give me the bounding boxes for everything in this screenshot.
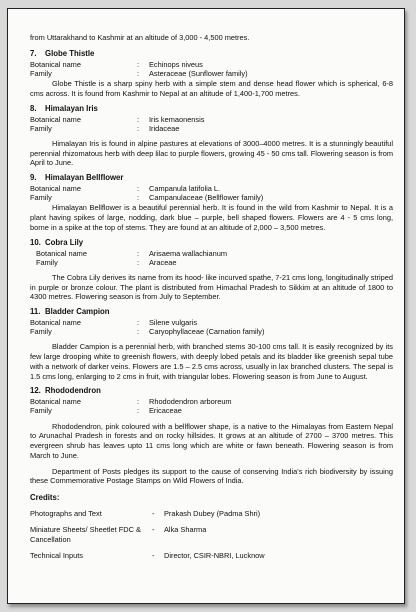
row-label: Botanical name [36, 248, 87, 258]
botanical-name-row: Botanical name : Campanula latifolia L. [30, 184, 221, 194]
section-description: Globe Thistle is a sharp spiny herb with a simple stem and dense head flower which is spherical, 6-8 cms across. It is found from Kashmir to Nepal at an altitude of 1,400-1,700 metres. [30, 79, 393, 98]
section-himalayan-bellflower [30, 173, 393, 233]
intro-text: from Uttarakhand to Kashmir at an altitude of 3,000 - 4,500 metres. [30, 33, 250, 42]
section-number: 12. [30, 386, 41, 396]
row-value: Campanulaceae (Bellflower family) [149, 193, 264, 203]
credit-row: Miniature Sheets/ Sheetlet FDC & Cancellation - Alka Sharma [30, 525, 207, 544]
section-heading [30, 49, 393, 59]
section-himalayan-iris [30, 104, 393, 169]
closing-statement: Department of Posts pledges its support to the cause of conserving India's rich biodiversity by issuing these Commemorative Postage Stamps on Wild Flowers of India. [30, 466, 393, 486]
section-description: Himalayan Bellflower is a beautiful perennial herb. It is found in the wild from Kashmir to Nepal. It is a plant having spikes of large, nodding, dark blue – purple, bell shaped flowers. Flowers are 4 - 5 cms long, borne in a spike at the top of stems. They are found at an altitude of 2,000 – 3,500 metres. [30, 203, 393, 232]
section-number: 7. [30, 48, 37, 58]
row-label: Botanical name [30, 59, 81, 69]
family-row: Family : Campanulaceae (Bellflower family) [30, 193, 264, 203]
section-title: Bladder Campion [45, 307, 110, 317]
section-heading [30, 307, 393, 317]
row-value: Iridaceae [149, 123, 180, 133]
section-heading [30, 104, 393, 114]
row-value: Rhododendron arboreum [149, 397, 232, 407]
row-label: Botanical name [30, 184, 81, 194]
botanical-name-row: Botanical name : Silene vulgaris [30, 318, 198, 328]
section-number: 9. [30, 173, 37, 183]
row-value: Echinops niveus [149, 59, 203, 69]
family-row: Family : Caryophyllaceae (Carnation family) [30, 327, 265, 337]
section-title: Himalayan Iris [45, 103, 98, 113]
credit-value: Alka Sharma [164, 525, 207, 535]
row-value: Arisaema wallachianum [149, 248, 228, 258]
botanical-name-row: Botanical name : Arisaema wallachianum [36, 248, 228, 258]
row-label: Family [30, 193, 52, 203]
row-label: Botanical name [30, 318, 81, 328]
section-number: 10. [30, 237, 41, 247]
row-label: Botanical name [30, 397, 81, 407]
section-title: Rhododendron [45, 386, 101, 396]
row-value: Ericaceae [149, 406, 182, 416]
section-description: The Cobra Lily derives its name from its hood- like incurved spathe, 7-21 cms long, longitudinally striped in purple or bronze colour. The plant is distributed from Himachal Pradesh to Sikkim at an altitude of 1800 to 4300 metres. Flowering season is from July to September. [30, 272, 393, 302]
section-title: Globe Thistle [45, 48, 95, 58]
section-globe-thistle [30, 49, 393, 99]
botanical-name-row: Botanical name : Rhododendron arboreum [30, 397, 232, 407]
section-description: Rhododendron, pink coloured with a bellflower shape, is a native to the Himalayas from Eastern Nepal to Arunachal Pradesh in forests and on rocky hillsides. It grows at an altitude of 2700 – 3700 metres. This evergreen shrub has leaves upto 11 cms long which are white or fawn beneath. Flowering season is from March to June. [30, 421, 393, 460]
credits-block [30, 493, 393, 561]
section-rhododendron [30, 386, 393, 460]
section-heading [30, 386, 393, 396]
section-description: Himalayan Iris is found in alpine pastures at elevations of 3000–4000 metres. It is a stunningly beautiful perennial rhizomatous herb with deep lilac to purple flowers, growing 45 - 50 cms tall. Flowering season is from April to June. [30, 138, 393, 168]
credit-value: Prakash Dubey (Padma Shri) [164, 508, 261, 518]
row-value: Silene vulgaris [149, 318, 198, 328]
family-row: Family : Asteraceae (Sunflower family) [30, 68, 248, 78]
row-value: Iris kemaonensis [149, 114, 205, 124]
section-bladder-campion [30, 307, 393, 381]
credit-label: Technical Inputs [30, 551, 83, 561]
row-value: Araceae [149, 257, 177, 267]
credit-row: Technical Inputs - Director, CSIR-NBRI, Lucknow [30, 551, 265, 561]
botanical-name-row: Botanical name : Iris kemaonensis [30, 114, 205, 124]
family-row: Family : Ericaceae [30, 406, 182, 416]
family-row: Family : Iridaceae [30, 123, 180, 133]
section-heading [30, 238, 393, 248]
credit-value: Director, CSIR-NBRI, Lucknow [164, 551, 265, 561]
row-label: Family [36, 257, 58, 267]
document-page [7, 8, 405, 604]
credits-heading: Credits: [30, 492, 60, 502]
credit-row: Photographs and Text - Prakash Dubey (Padma Shri) [30, 508, 261, 518]
section-heading [30, 173, 393, 183]
row-label: Botanical name [30, 114, 81, 124]
row-label: Family [30, 123, 52, 133]
section-number: 8. [30, 103, 37, 113]
section-number: 11. [30, 307, 41, 317]
section-description: Bladder Campion is a perennial herb, with branched stems 30-100 cms tall. It is easily recognized by its few large drooping white to greenish flowers, with deeply lobed petals and its bladder like greenish sepal tube with a network of darker veins. Flowers are 1.5 – 2.5 cms across, usually in lax branched clusters. The sepal is 1.5 cms long, enlarging to 2 cms in fruit, with triangular lobes. Flowering season is from June to August. [30, 342, 393, 381]
family-row: Family : Araceae [36, 257, 177, 267]
row-label: Family [30, 68, 52, 78]
section-title: Himalayan Bellflower [45, 173, 124, 183]
credit-label: Photographs and Text [30, 508, 102, 518]
section-cobra-lily [30, 238, 393, 303]
row-label: Family [30, 327, 52, 337]
row-value: Caryophyllaceae (Carnation family) [149, 327, 265, 337]
section-title: Cobra Lily [45, 237, 84, 247]
credit-label: Miniature Sheets/ Sheetlet FDC & Cancellation [30, 525, 141, 544]
page-content [30, 33, 393, 568]
row-value: Campanula latifolia L. [149, 184, 221, 194]
row-value: Asteraceae (Sunflower family) [149, 68, 248, 78]
row-label: Family [30, 406, 52, 416]
botanical-name-row: Botanical name : Echinops niveus [30, 59, 203, 69]
